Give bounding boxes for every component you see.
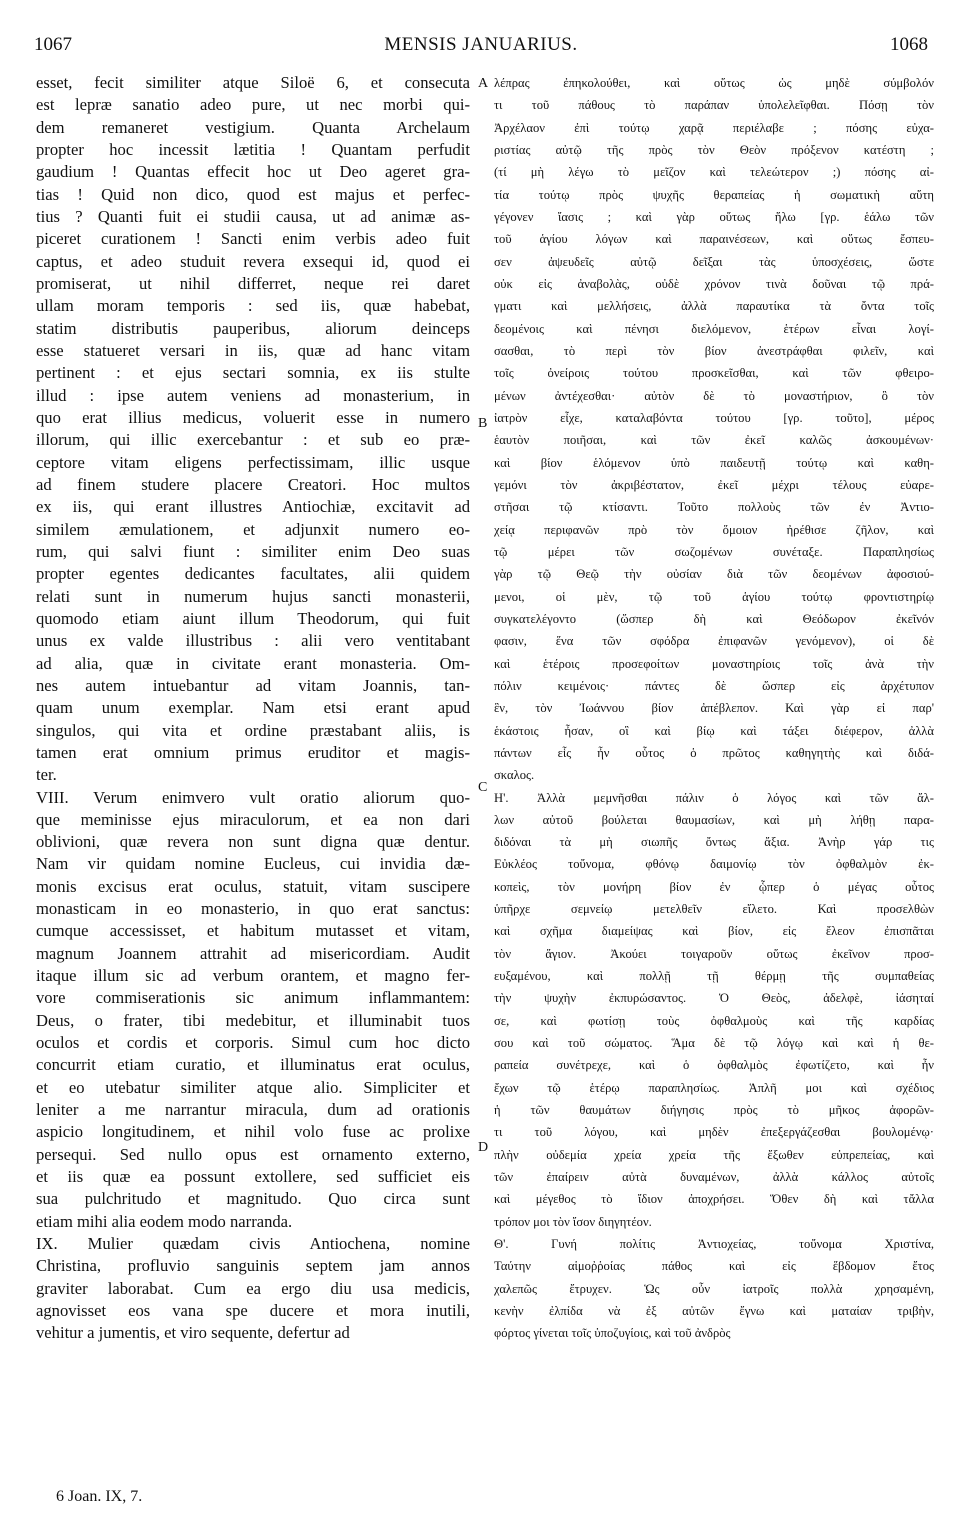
text-line: persequi. Sed nullo opus est ornamento externo, <box>36 1144 470 1164</box>
text-line: τρόπον μοι τὸν ἴσον διηγητέον. <box>494 1214 652 1229</box>
text-line: cumque accessisset, et habitum mutasset et vitam, <box>36 921 470 941</box>
text-line: συγκατελέγοντο (ὥσπερ δὴ καὶ Θεόδωρον ἐκεῖνόν <box>494 611 934 626</box>
text-line: ἑαυτὸν ποιῆσαι, καὶ τῶν ἐκεῖ καλῶς ἀσκουμένων· <box>494 433 934 448</box>
text-line: rum, qui salvi fiunt : similiter enim Deo suas <box>36 541 470 561</box>
text-line: graviter laborabat. Cum ea ergo diu usa medicis, <box>36 1278 470 1298</box>
text-line: ex iis, qui erant illustres Antiochiæ, excitavit ad <box>36 497 470 517</box>
footnote: 6 Joan. IX, 7. <box>56 1488 143 1505</box>
text-line: πόλιν κειμένοις· πάντες δὲ ὥσπερ εἰς ἀρχέτυπον <box>494 678 934 693</box>
text-line: IX. Mulier quædam civis Antiochena, nomine <box>36 1234 470 1254</box>
text-line: λων αὐτοῦ βούλεται θαυμασίων, καὶ μὴ λήθῃ παρα- <box>494 812 934 827</box>
text-line: que meminisse ejus miraculorum, et ea non dari <box>36 809 470 829</box>
text-line: quam unum exemplar. Nam etsi erant apud <box>36 698 470 718</box>
text-line: γματι καὶ μελλήσεις, ἀλλὰ παραυτίκα τὰ ὄντα τοῖς <box>494 299 934 314</box>
text-line: vehitur a jumentis, et viro sequente, defertur ad <box>36 1323 350 1343</box>
text-line: χαλεπῶς ἔτρυχεν. Ὡς οὖν ἰατροῖς πολλὰ χρησαμένη, <box>494 1281 934 1296</box>
text-line: στῆσαι τῷ κτίσαντι. Τοῦτο πολλοὺς τῶν ἐν Ἀντιο- <box>494 500 934 515</box>
margin-letter-a: A <box>478 76 489 91</box>
text-line: itaque illum sic ad verbum orantem, et magno fer- <box>36 966 470 986</box>
text-line: σε, καὶ φωτίσῃ τοὺς ὀφθαλμοὺς καὶ τῆς καρδίας <box>494 1013 934 1028</box>
text-line: pertinent : et ejus sectari somnia, ex iis stulte <box>36 363 470 383</box>
text-line: tamen erat omnium primus eruditor et magis- <box>36 742 470 762</box>
text-line: λέπρας ἐπηκολούθει, καὶ οὕτως ὡς μηδὲ σύμβολόν <box>494 76 934 90</box>
text-line: τὸν ἅγιον. Ἀκούει τοιγαροῦν οὕτως ἐκεῖνον προσ- <box>494 946 934 961</box>
text-line: Nam vir quidam nomine Eucleus, cui invidia dæ- <box>36 854 470 874</box>
text-line: illud : ipse autem veniens ad monasterium, in <box>36 385 470 405</box>
text-line: τὴν ψυχὴν ἐκπυρώσαντος. Ὁ Θεὸς, ἀδελφὲ, ἰάσηταί <box>494 991 934 1006</box>
text-line: μένων ἀντέχεσθαι· αὐτὸν δὲ τὸ μοναστήριον, ὃ τὸν <box>494 388 934 403</box>
text-line: τία τούτῳ πρὸς ψυχῆς θεραπείας ἡ σωματικὴ αὕτη <box>494 187 934 202</box>
text-line: πλὴν οὐδεμία χρεία χρεία τῆς ἔξωθεν εὐπρεπείας, καὶ <box>494 1147 934 1162</box>
text-line: (τί μὴ λέγω τὸ μεῖζον καὶ τελεώτερον ;) πόσης αἰ- <box>494 165 934 180</box>
text-line: τῷ μέρει τῶν σωζομένων συνέταξε. Παραπλησίως <box>494 544 934 559</box>
margin-letter-b: B <box>478 416 488 431</box>
text-line: γεμόνι τὸν ἀκριβέστατον, ἐκεῖ μέχρι τέλους εὐαρε- <box>494 477 934 492</box>
text-line: ἰατρὸν εἶχε, καταλαβόντα τούτου [γρ. τοῦτο], μέρος <box>494 410 934 425</box>
text-line: Θ'. Γυνή πολίτις Ἀντιοχείας, τοὔνομα Χριστίνα, <box>494 1237 934 1252</box>
text-line: ἔχων τῷ ἑτέρῳ παραπλησίως. Ἁπλῆ μοι καὶ σχέδιος <box>494 1080 934 1095</box>
text-line: agnovisset eos vana spe ducere et mora inutili, <box>36 1301 470 1321</box>
text-line: leniter a me narrantur miracula, dum ad orationis <box>36 1100 470 1120</box>
text-line: ἓν, τὸν Ἰωάννου βίον ἀπέβλεπον. Καὶ γὰρ εἰ παρ' <box>494 701 934 716</box>
text-line: ad finem studere placere Creatori. Hoc multos <box>36 474 470 494</box>
text-line: similem æmulationem, et adjunxit numero eo- <box>36 519 470 539</box>
text-line: ευξαμένου, καὶ πολλῇ τῇ θέρμῃ τῆς συμπαθείας <box>494 969 934 984</box>
text-line: καὶ σχῆμα διαμείψας καὶ βίον, εἰς ἔλεον ἐπισπᾶται <box>494 924 934 939</box>
greek-column <box>494 72 934 1345</box>
text-line: piceret curationem ! Sancti enim verbis adeo fuit <box>36 229 470 249</box>
text-line: δεομένοις καὶ πένησι διελόμενον, ἑτέρων εἶναι λογί- <box>494 321 934 336</box>
text-line: χείᾳ περιφανῶν πρὸ τὸν ὅμοιον ἠρέθισε ζῆλον, καὶ <box>494 522 934 537</box>
text-line: illorum, qui illic exercebantur : et sub eo præ- <box>36 430 470 450</box>
text-line: aspicio longitudinem, et nihil volo fuse ac prolixe <box>36 1122 470 1142</box>
text-line: ραπεία συνέτρεχε, καὶ ὁ ὀφθαλμὸς ἐφωτίζετο, καὶ ἦν <box>494 1058 934 1073</box>
text-line: ter. <box>36 765 57 785</box>
text-line: propter hoc incessit lætitia ! Quantam perfudit <box>36 139 470 159</box>
text-line: σασθαι, τὸ περὶ τὸν βίον ἀνεστράφθαι φιλεῖν, καὶ <box>494 343 934 358</box>
text-line: τῶν ἐπαίρειν αὐτὰ δυναμένων, ἀλλὰ κάλλος αὐτοῖς <box>494 1170 934 1185</box>
text-line: διδόναι τὰ μὴ σιωπῆς ὄντως ἄξια. Ἀνὴρ γάρ τις <box>494 835 934 850</box>
text-line: esse statueret versari in iis, quæ ad hanc vitam <box>36 340 470 360</box>
text-line: ullam moram temporis : sed iis, quæ habebat, <box>36 296 470 316</box>
text-line: ad alia, quæ in civitate erant monasteria. Om- <box>36 653 470 673</box>
text-line: γὰρ τῷ Θεῷ τὴν οὐσίαν διὰ τῶν δεομένων ἀφοσιού- <box>494 567 934 582</box>
text-line: est lepræ sanatio adeo pure, ut nec morbi qui- <box>36 95 470 115</box>
text-line: esset, fecit similiter atque Siloë 6, et consecuta <box>36 73 470 92</box>
text-line: tius ? Quanti fuit ei studii causa, ut ad animæ as- <box>36 206 470 226</box>
page-number-left: 1067 <box>34 34 72 55</box>
latin-column <box>36 72 470 1345</box>
text-line: Η'. Ἀλλὰ μεμνῆσθαι πάλιν ὁ λόγος καὶ τῶν ἄλ- <box>494 790 934 805</box>
text-line: γέγονεν ἴασις ; καὶ γὰρ οὕτως ἥλω [γρ. ἑάλω τῶν <box>494 209 934 224</box>
text-line: et eo utebatur similiter atque alio. Simpliciter et <box>36 1077 470 1097</box>
running-title: MENSIS JANUARIUS. <box>384 34 578 55</box>
text-line: quo erat illius medicus, voluerit esse in numero <box>36 407 470 427</box>
text-line: monis excisus erat oculus, statuit, vitam suscipere <box>36 876 470 896</box>
text-line: φασιν, ἕνα τῶν σφόδρα ἐπιφανῶν γενόμενον), οἱ δὲ <box>494 634 934 649</box>
text-line: singulos, qui vita et ordine præstabant aliis, is <box>36 720 470 740</box>
text-line: Ταύτην αἱμοῤῥοίας πάθος καὶ εἰς ἕβδομον ἔτος <box>494 1259 934 1274</box>
text-line: ὑπῆρχε σεμνείῳ μετελθεῖν εἵλετο. Καὶ προσελθὼν <box>494 902 934 917</box>
text-line: ceptore vitam eligens perfectissimam, illic usque <box>36 452 470 472</box>
text-line: promiserat, ut nihil differret, neque rei daret <box>36 273 470 293</box>
text-line: Εὐκλέος τοὔνομα, φθόνῳ δαιμονίῳ τὸν ὀφθαλμὸν ἐκ- <box>494 857 934 872</box>
text-line: σεν ἀψευδεῖς αὐτῷ δεῖξαι τὰς ὑποσχέσεις, ὥστε <box>494 254 934 269</box>
text-line: Ἀρχέλαον ἐπὶ τούτῳ χαρᾷ περιέλαβε ; πόσης εὐχα- <box>494 120 934 135</box>
text-line: σου καὶ τοῦ σώματος. Ἅμα δὲ τῷ λόγῳ καὶ καὶ ἡ θε- <box>494 1036 934 1051</box>
text-line: τι τοῦ λόγου, καὶ μηδὲν ἐπεξεργάζεσθαι βουλομένῳ· <box>494 1125 934 1140</box>
text-line: οὐκ εἰς ἀναβολὰς, οὐδὲ χρόνον τινὰ δοῦναι τῷ πρά- <box>494 276 934 291</box>
text-line: κοπεὶς, τὸν μονήρη βίον ἐν ᾧπερ ὁ μέγας οὗτος <box>494 879 934 894</box>
text-line: etiam mihi alia eodem modo narranda. <box>36 1211 293 1231</box>
text-line: dem remaneret vestigium. Quanta Archelaum <box>36 117 470 137</box>
text-line: τοῖς ὀνείροις τούτου προσκεῖσθαι, καὶ τῶν φθειρο- <box>494 366 934 381</box>
text-line: relati sunt in numerum hujus sancti monasterii, <box>36 586 470 606</box>
text-line: VIII. Verum enimvero vult oratio aliorum quo- <box>36 787 470 807</box>
text-line: ριστίας αὐτῷ τῆς πρὸς τὸν Θεὸν πρόξενον κατέστη ; <box>494 142 934 157</box>
text-line: tias ! Quid non dico, quod est majus et perfec- <box>36 184 470 204</box>
text-line: magnum Joannem attrahit ad misericordiam. Audit <box>36 943 470 963</box>
text-line: gaudium ! Quantas effecit hoc ut Deo ageret gra- <box>36 162 470 182</box>
page-header <box>34 34 928 60</box>
text-line: Deus, o frater, tibi medebitur, et illuminabit tuos <box>36 1010 470 1030</box>
text-line: vore commiserationis sic animum inflammantem: <box>36 988 470 1008</box>
text-line: oblivioni, quæ revera non sunt digna quæ dentur. <box>36 832 470 852</box>
text-line: ἑκάστοις ἦσαν, οἳ καὶ βίῳ καὶ τάξει διέφερον, ἀλλὰ <box>494 723 934 738</box>
text-line: nes autem intuebantur ad vitam Joannis, tan- <box>36 675 470 695</box>
text-line: καὶ ἑτέροις προσεφοίτων μοναστηρίοις τοῖς ἀνὰ τὴν <box>494 656 934 671</box>
text-line: captus, et adeo studuit revera exsequi id, quod ei <box>36 251 470 271</box>
text-line: quomodo etiam aiunt illum Theodorum, qui fuit <box>36 608 470 628</box>
text-line: et iis quæ ea possunt extollere, sed sufficiet eis <box>36 1167 470 1187</box>
text-line: κενὴν ἐλπίδα νὰ ἐξ αὐτῶν ἔγνω καὶ ματαίαν τριβὴν, <box>494 1304 934 1319</box>
text-line: καὶ βίον ἑλόμενον ὑπὸ παιδευτῇ τούτῳ καὶ καθη- <box>494 455 934 470</box>
text-line: τι τοῦ πάθους τὸ παράπαν ὑπολελεῖφθαι. Πόσῃ τὸν <box>494 98 934 113</box>
text-line: sua pulchritudo et magnitudo. Quo circa sunt <box>36 1189 470 1209</box>
text-line: φόρτος γίνεται τοῖς ὑποζυγίοις, καὶ τοῦ ἀνδρὸς <box>494 1326 731 1341</box>
text-line: σκαλος. <box>494 768 535 783</box>
text-line: propter egentes dedicantes facultates, alii quidem <box>36 564 470 584</box>
page-number-right: 1068 <box>890 34 928 55</box>
margin-letter-d: D <box>478 1140 489 1155</box>
text-line: μενοι, οἱ μὲν, τῷ τοῦ ἁγίου τούτῳ φροντιστηρίῳ <box>494 589 934 604</box>
text-line: ἡ τῶν θαυμάτων διήγησις πρὸς τὸ μῆκος ἀφορῶν- <box>494 1103 934 1118</box>
text-line: concurrit etiam curatio, et illuminatus erat oculus, <box>36 1055 470 1075</box>
text-line: unus ex valde illustribus : alii vero ventitabant <box>36 631 470 651</box>
text-line: τοῦ ἁγίου λόγων καὶ παραινέσεων, καὶ οὕτως ἔσπευ- <box>494 232 934 247</box>
margin-letter-c: C <box>478 780 488 795</box>
text-line: monasticam in eo monasterio, in quo erat sanctus: <box>36 899 470 919</box>
text-line: καὶ μέγεθος τὸ ἴδιον ἀποχρήσει. Ὅθεν δὴ καὶ τἄλλα <box>494 1192 934 1207</box>
text-line: πάντων εἷς ἦν οὗτος ὁ πρῶτος καθηγητὴς καὶ διδά- <box>494 745 934 760</box>
text-line: Christina, profluvio sanguinis septem jam annos <box>36 1256 470 1276</box>
text-line: statim distributis pauperibus, aliorum deinceps <box>36 318 470 338</box>
text-line: oculos et cordis et corporis. Simul cum hoc dicto <box>36 1033 470 1053</box>
